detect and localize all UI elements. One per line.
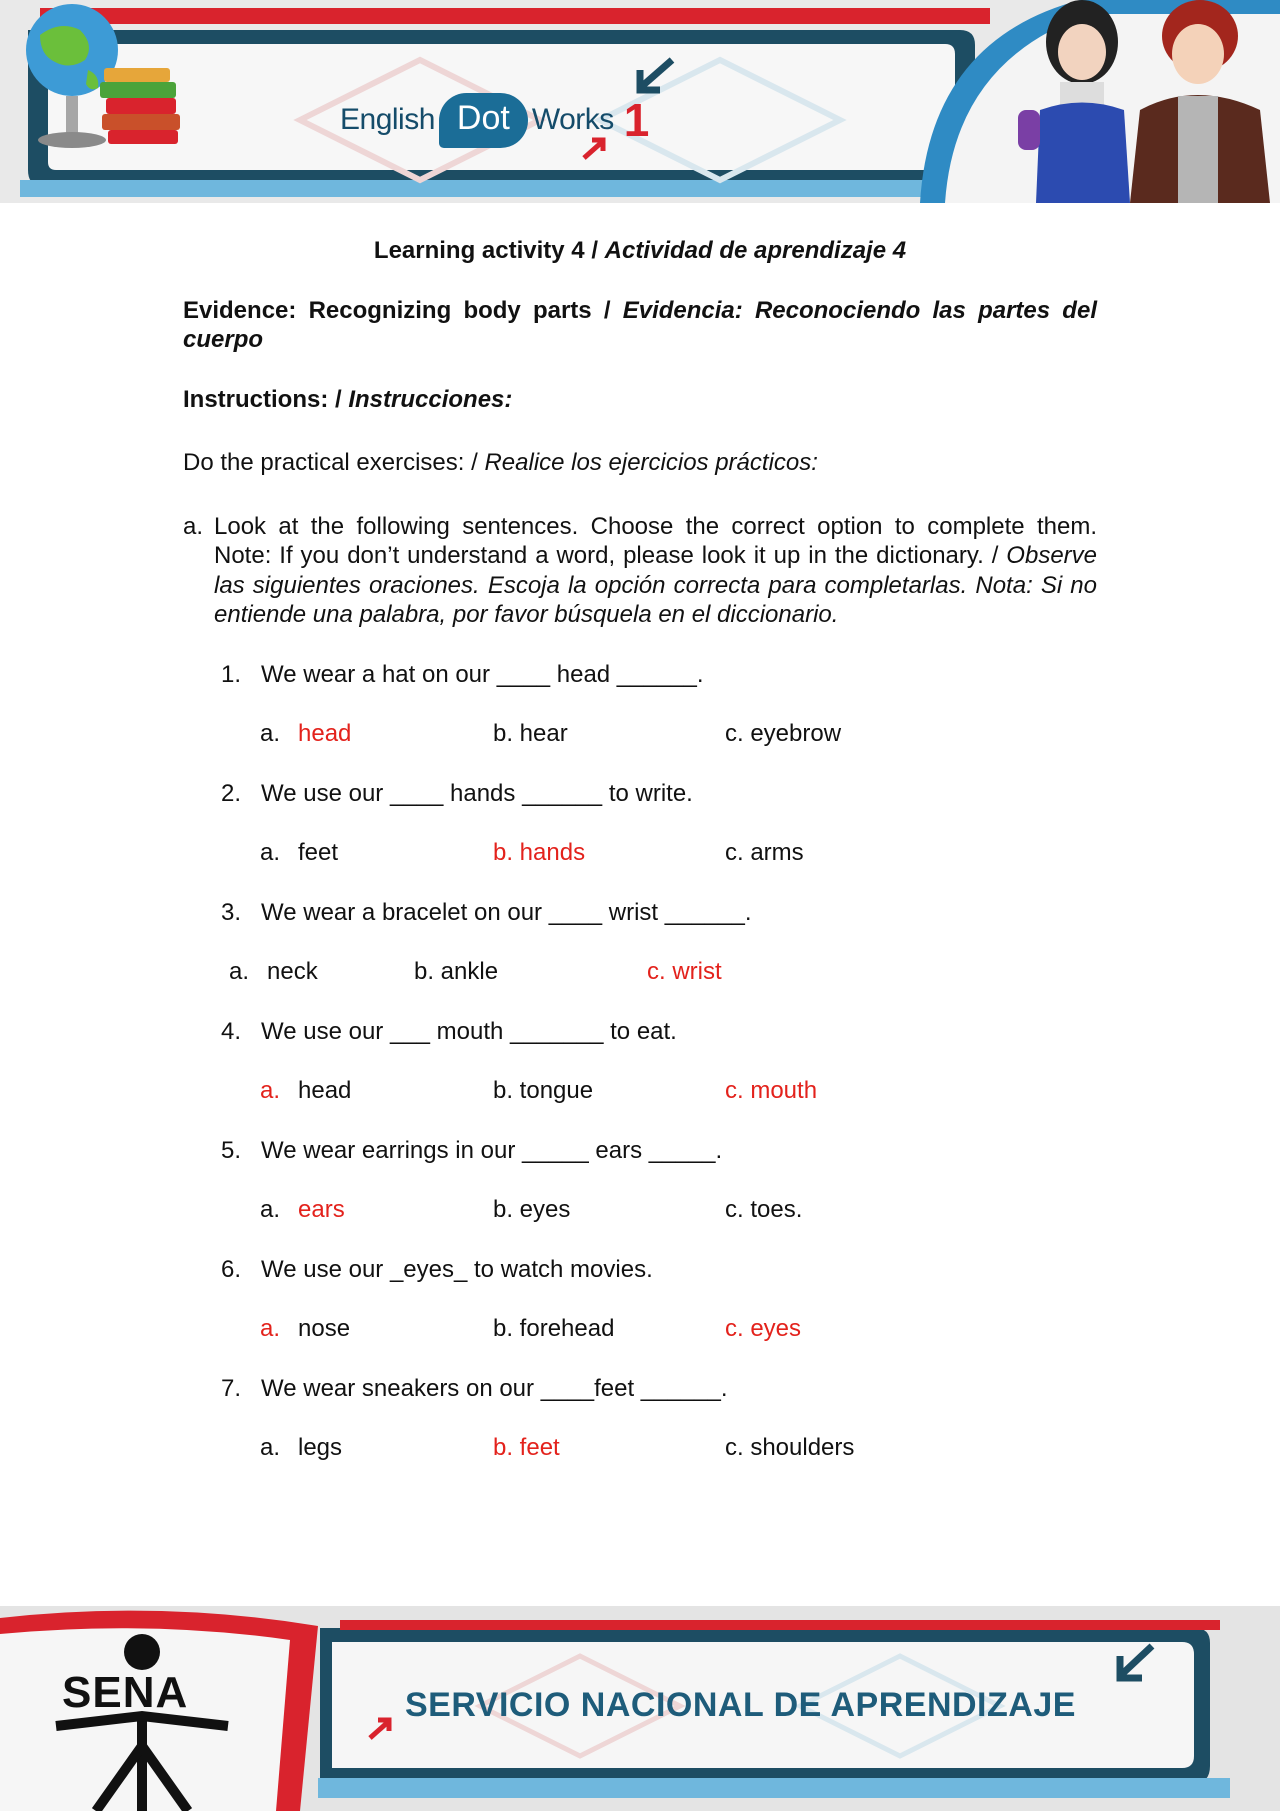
option-c: c. wrist	[647, 958, 722, 985]
question-number: 4.	[221, 1017, 242, 1045]
question-number: 7.	[221, 1374, 242, 1402]
question-number: 5.	[221, 1136, 242, 1164]
logo-english-text: English	[340, 103, 435, 136]
question-text: We wear a bracelet on our ____ wrist ______.	[261, 898, 752, 926]
institution-name: SERVICIO NACIONAL DE APRENDIZAJE	[405, 1686, 1076, 1724]
logo-level-number: 1	[623, 94, 650, 146]
logo-dot-bubble: Dot	[439, 93, 528, 148]
option-a: a. head	[260, 1077, 352, 1104]
question-number: 3.	[221, 898, 242, 926]
option-a: a. ears	[260, 1196, 345, 1223]
question-1	[221, 660, 1097, 690]
sena-logo-text: SENA	[62, 1668, 189, 1717]
question-text: We use our ___ mouth _______ to eat.	[261, 1017, 677, 1045]
question-2	[221, 779, 1097, 809]
exercise-letter: a.	[183, 512, 204, 540]
option-c: c. toes.	[725, 1196, 803, 1223]
option-b: b. forehead	[493, 1315, 615, 1342]
evidence-heading: Evidence: Recognizing body parts / Evidencia: Reconociendo las partes del cuerpo	[183, 296, 1097, 353]
question-5	[221, 1136, 1097, 1166]
options-6	[183, 1314, 1097, 1344]
option-b: b. hands	[493, 839, 586, 866]
option-b: b. ankle	[414, 958, 499, 985]
option-c: c. arms	[725, 839, 804, 866]
question-4	[221, 1017, 1097, 1047]
question-text: We wear earrings in our _____ ears _____.	[261, 1136, 723, 1164]
instructions-heading: Instructions: / Instrucciones:	[183, 385, 513, 413]
sena-logo-icon	[124, 1634, 160, 1670]
english-dot-works-logo	[340, 90, 649, 150]
question-text: We use our _eyes_ to watch movies.	[261, 1255, 653, 1283]
option-c: c. shoulders	[725, 1434, 855, 1461]
option-b: b. hear	[493, 720, 568, 747]
question-number: 1.	[221, 660, 242, 688]
question-number: 6.	[221, 1255, 242, 1283]
option-b: b. feet	[493, 1434, 560, 1461]
options-3	[183, 957, 1097, 987]
question-number: 2.	[221, 779, 242, 807]
option-b: b. eyes	[493, 1196, 571, 1223]
practical-exercises-line: Do the practical exercises: / Realice los ejercicios prácticos:	[183, 449, 818, 476]
question-text: We wear a hat on our ____ head ______.	[261, 660, 704, 688]
question-text: We use our ____ hands ______ to write.	[261, 779, 693, 807]
option-a: a. neck	[229, 958, 318, 985]
options-1	[183, 719, 1097, 749]
footer-banner	[0, 1606, 1280, 1811]
option-a: a. head	[260, 720, 352, 747]
logo-works-text: Works	[531, 103, 614, 136]
option-c: c. eyebrow	[725, 720, 842, 747]
option-b: b. tongue	[493, 1077, 594, 1104]
exercise-a-instructions: a. Look at the following sentences. Choose the correct option to complete them. Note: If you don’t understand a word, please look it up in the dictionary. / Observe las siguientes oraciones. Escoja la opción correcta para completarlas. Nota: Si no entiende una palabra, por favor búsquela en el diccionario.	[183, 512, 1097, 628]
books-icon	[104, 68, 170, 82]
question-6	[221, 1255, 1097, 1285]
options-7	[183, 1433, 1097, 1463]
question-3	[221, 898, 1097, 928]
option-a: a. nose	[260, 1315, 351, 1342]
option-c: c. eyes	[725, 1315, 802, 1342]
header-banner	[0, 0, 1280, 203]
options-2	[183, 838, 1097, 868]
question-7	[221, 1374, 1097, 1404]
option-a: a. legs	[260, 1434, 343, 1461]
question-text: We wear sneakers on our ____feet ______.	[261, 1374, 728, 1402]
option-a: a. feet	[260, 839, 339, 866]
document-body	[183, 236, 1097, 1493]
options-5	[183, 1195, 1097, 1225]
activity-title: Learning activity 4 / Actividad de aprendizaje 4	[373, 237, 907, 264]
options-4	[183, 1076, 1097, 1106]
option-c: c. mouth	[725, 1077, 818, 1104]
